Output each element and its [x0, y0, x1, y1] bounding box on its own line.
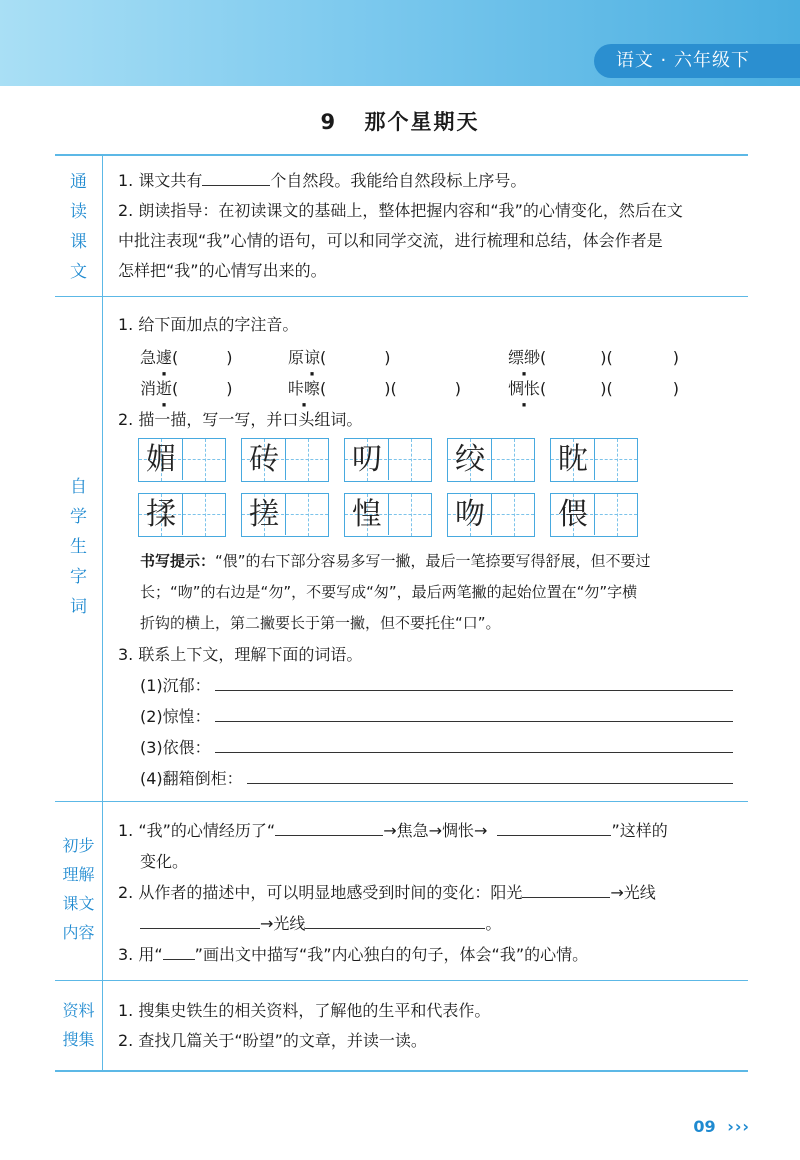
paren: (: [540, 379, 547, 398]
paren: )(: [600, 348, 613, 367]
answer-blank[interactable]: [305, 911, 485, 929]
section-label-understand: [55, 831, 102, 947]
tip-label: 书写提示：: [140, 552, 216, 570]
label-char: 读: [70, 202, 87, 222]
q-text: ”这样的: [611, 821, 668, 840]
pinyin-item: [288, 345, 391, 368]
pinyin-item: [508, 345, 679, 368]
label-char: 自: [70, 477, 87, 497]
word-item: (2)惊惶：: [140, 707, 211, 726]
writing-grid[interactable]: [138, 493, 226, 537]
dotted-char: 缥缈: [508, 348, 541, 367]
section-label-self-study: [55, 472, 102, 622]
paren: (: [540, 348, 547, 367]
lesson-name: 那个星期天: [364, 110, 480, 134]
practice-char: 绞: [455, 442, 485, 477]
writing-grid[interactable]: [344, 438, 432, 482]
answer-line[interactable]: [215, 721, 733, 722]
writing-grid[interactable]: [550, 438, 638, 482]
paren: ): [226, 348, 233, 367]
s3-question-1-cont: 变化。: [140, 852, 189, 871]
label-char: 文: [70, 262, 87, 282]
practice-char: 眈: [558, 442, 588, 477]
rule-2: [55, 801, 748, 802]
page-number: [693, 1117, 750, 1136]
label-text: 内容: [62, 923, 95, 942]
underline-sample: [163, 942, 195, 960]
question-2-line: 怎样把“我”的心情写出来的。: [118, 261, 327, 280]
paren: ): [672, 348, 679, 367]
tip-text: 折钩的横上，第二撇要长于第一撇，但不要托住“口”。: [140, 614, 501, 632]
answer-blank[interactable]: [140, 911, 260, 929]
practice-char: 搓: [249, 497, 279, 532]
paren: )(: [600, 379, 613, 398]
paren: ): [454, 379, 461, 398]
q-text: →光线: [260, 914, 306, 933]
lesson-title: [0, 106, 800, 136]
answer-line[interactable]: [215, 690, 733, 691]
paren: (: [172, 348, 179, 367]
writing-grid[interactable]: [447, 493, 535, 537]
q-text: 3. 用“: [118, 945, 163, 964]
answer-blank[interactable]: [522, 880, 610, 898]
s3-question-3: [118, 939, 748, 970]
char: 消: [140, 379, 157, 398]
s2-q3: 3. 联系上下文，理解下面的词语。: [118, 645, 363, 664]
section-understand-content: [118, 815, 748, 970]
dotted-char: 逝: [156, 379, 173, 398]
writing-grid[interactable]: [241, 438, 329, 482]
s4-question-1: 1. 搜集史铁生的相关资料，了解他的生平和代表作。: [118, 1001, 491, 1020]
writing-grid[interactable]: [344, 493, 432, 537]
question-2-line: 中批注表现“我”心情的语句，可以和同学交流，进行梳理和总结，体会作者是: [118, 231, 663, 250]
label-char: 词: [70, 597, 87, 617]
word-item: (1)沉郁：: [140, 676, 211, 695]
rule-top: [55, 154, 748, 156]
practice-char: 偎: [558, 497, 588, 532]
char: 原: [288, 348, 305, 367]
writing-grid[interactable]: [550, 493, 638, 537]
practice-char: 媚: [146, 442, 176, 477]
label-char: 通: [70, 172, 87, 192]
writing-grid[interactable]: [447, 438, 535, 482]
rule-bottom: [55, 1070, 748, 1072]
q-text: 1. 课文共有: [118, 171, 203, 190]
s2-q1: 1. 给下面加点的字注音。: [118, 315, 299, 334]
paren: (: [320, 379, 327, 398]
dotted-char: 遽: [156, 348, 173, 367]
tip-text: “偎”的右下部分容易多写一撇，最后一笔捺要写得舒展，但不要过: [215, 552, 651, 570]
s3-question-2: [118, 877, 748, 908]
word-item: (3)依偎：: [140, 738, 211, 757]
answer-blank[interactable]: [202, 168, 270, 186]
section-research-content: [118, 996, 748, 1056]
practice-char: 叨: [352, 442, 382, 477]
rule-1: [55, 296, 748, 297]
practice-char: 吻: [455, 497, 485, 532]
practice-char: 惶: [352, 497, 382, 532]
s4-question-2: 2. 查找几篇关于“盼望”的文章，并读一读。: [118, 1031, 427, 1050]
label-text: 初步: [62, 836, 95, 855]
q-text: 2. 从作者的描述中，可以明显地感受到时间的变化：阳光: [118, 883, 523, 902]
answer-line[interactable]: [215, 752, 733, 753]
chevron-right-icon: ›››: [727, 1117, 750, 1136]
paren: (: [172, 379, 179, 398]
answer-blank[interactable]: [497, 818, 611, 836]
paren: ): [226, 379, 233, 398]
writing-grid[interactable]: [138, 438, 226, 482]
dotted-char: 惆怅: [508, 379, 541, 398]
dotted-char: 谅: [304, 348, 321, 367]
paren: ): [384, 348, 391, 367]
label-char: 字: [70, 567, 87, 587]
label-text: 理解: [62, 865, 95, 884]
writing-grid[interactable]: [241, 493, 329, 537]
label-char: 课: [70, 232, 87, 252]
section-read-content: [118, 166, 748, 286]
q-text: →光线: [610, 883, 656, 902]
subject-badge: 语文 · 六年级下: [594, 44, 772, 78]
dotted-char: 咔嚓: [288, 379, 321, 398]
label-text: 搜集: [62, 1030, 95, 1049]
word-list: [140, 670, 740, 794]
paren: (: [320, 348, 327, 367]
rule-3: [55, 980, 748, 981]
answer-blank[interactable]: [275, 818, 383, 836]
practice-char: 揉: [146, 497, 176, 532]
lesson-number: 9: [320, 110, 338, 134]
answer-line[interactable]: [247, 783, 733, 784]
char: 急: [140, 348, 157, 367]
q-text: 1. “我”的心情经历了“: [118, 821, 276, 840]
tip-text: 长；“吻”的右边是“勿”，不要写成“匆”，最后两笔撇的起始位置在“勿”字横: [140, 583, 638, 601]
label-text: 课文: [62, 894, 95, 913]
section-label-research: [55, 996, 102, 1054]
section-label-read: [55, 167, 102, 287]
s2-q2: 2. 描一描，写一写，并口头组词。: [118, 410, 363, 429]
pinyin-item: [508, 376, 679, 399]
writing-tip: [140, 546, 740, 639]
practice-char: 砖: [249, 442, 279, 477]
q-text: 。: [485, 914, 502, 933]
page-number-text: 09: [693, 1117, 716, 1136]
q-text: 个自然段。我能给自然段标上序号。: [270, 171, 527, 190]
question-2-line: 2. 朗读指导：在初读课文的基础上，整体把握内容和“我”的心情变化，然后在文: [118, 201, 683, 220]
pinyin-item: [140, 345, 233, 368]
s3-question-1: [118, 815, 748, 846]
label-char: 学: [70, 507, 87, 527]
label-char: 生: [70, 537, 87, 557]
rule-vertical: [102, 156, 103, 1070]
question-1: [118, 166, 748, 196]
q-text: ”画出文中描写“我”内心独白的句子，体会“我”的心情。: [194, 945, 589, 964]
q-text: →焦急→惆怅→: [383, 821, 488, 840]
paren: )(: [384, 379, 397, 398]
pinyin-item: [140, 376, 233, 399]
paren: ): [672, 379, 679, 398]
s3-question-2-cont: [118, 908, 748, 939]
word-item: (4)翻箱倒柜：: [140, 769, 243, 788]
label-text: 资料: [62, 1001, 95, 1020]
pinyin-item: [288, 376, 461, 399]
